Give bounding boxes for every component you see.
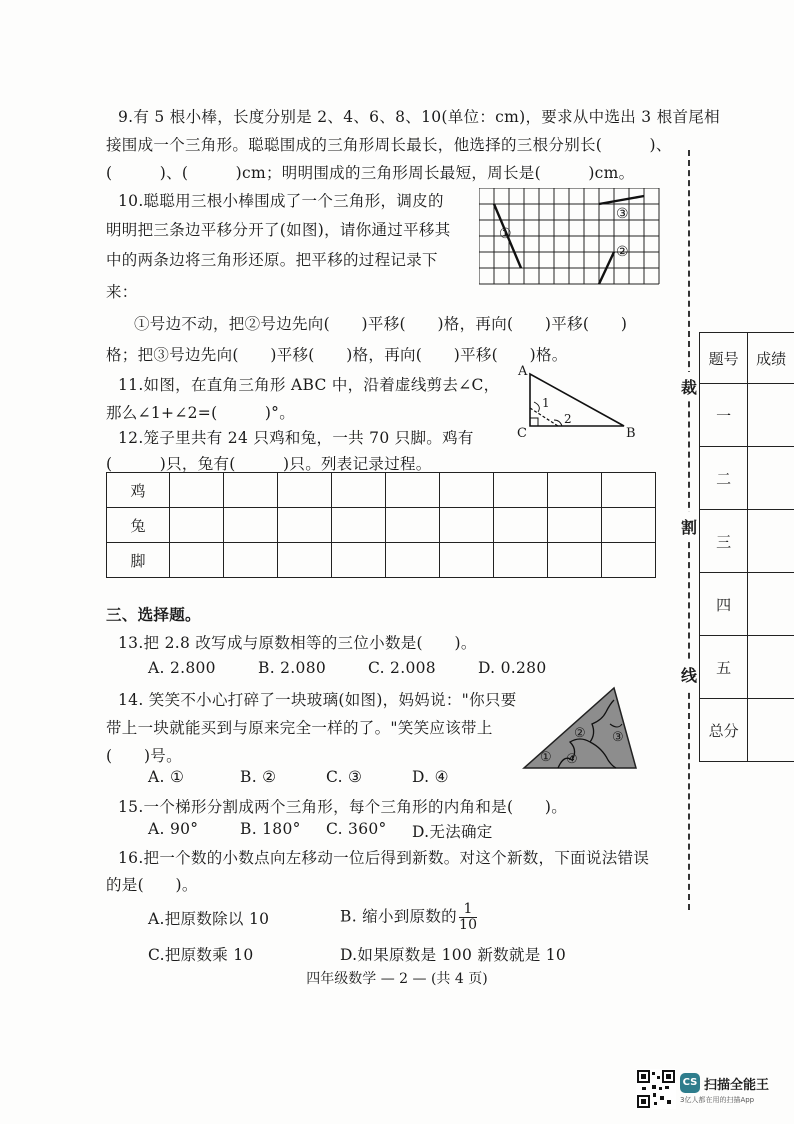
fraction-numerator: 1 (459, 902, 477, 918)
scanner-watermark (680, 1073, 769, 1105)
q16-option-b-text: B. 缩小到原数的 (340, 907, 457, 926)
score-row-label: 四 (700, 573, 748, 636)
section-3-heading: 三、选择题。 (106, 605, 201, 624)
q13-option-c: C. 2.008 (368, 659, 436, 677)
q16-option-d: D.如果原数是 100 新数就是 10 (340, 946, 567, 964)
q11-line1: 11.如图，在直角三角形 ABC 中，沿着虚线剪去∠C， (118, 376, 500, 394)
score-header-grade: 成绩 (748, 333, 794, 384)
q16-line1: 16.把一个数的小数点向左移动一位后得到新数。对这个新数，下面说法错误 (118, 849, 650, 867)
q15-option-a: A. 90° (148, 820, 199, 838)
q16-option-b (340, 902, 477, 933)
q16-option-a: A.把原数除以 10 (148, 910, 270, 928)
score-row-label: 五 (700, 636, 748, 699)
q10-line4: 来： (106, 283, 138, 301)
q10-line3: 中的两条边将三角形还原。把平移的过程记录下 (106, 251, 438, 269)
scanner-app-name: 扫描全能王 (704, 1077, 770, 1093)
fraction-one-tenth (459, 902, 477, 933)
q9-line3: ( )、( )cm；明明围成的三角形周长最短，周长是( )cm。 (106, 164, 635, 182)
broken-glass-figure (518, 684, 638, 774)
chicken-rabbit-table (106, 472, 656, 578)
q12-line1: 12.笼子里共有 24 只鸡和兔，一共 70 只脚。鸡有 (118, 429, 474, 447)
q11-line2: 那么∠1+∠2=( )°。 (106, 404, 296, 422)
table-row (700, 573, 794, 636)
page-footer: 四年级数学 — 2 — (共 4 页) (306, 971, 488, 987)
table-row (700, 447, 794, 510)
segment-label-3: ③ (616, 206, 629, 222)
q14-line1: 14. 笑笑不小心打碎了一块玻璃(如图)，妈妈说："你只要 (118, 691, 517, 709)
q13-option-d: D. 0.280 (478, 659, 547, 677)
q16-line2: 的是( )。 (106, 876, 198, 894)
score-row-label: 一 (700, 384, 748, 447)
row-header-chicken: 鸡 (107, 473, 170, 508)
q14-option-b: B. ② (240, 768, 277, 786)
q15-stem: 15.一个梯形分割成两个三角形，每个三角形的内角和是( )。 (118, 798, 568, 816)
scanner-tagline: 3亿人都在用的扫描App (680, 1096, 755, 1104)
scanner-logo-icon: CS (680, 1073, 700, 1093)
glass-piece-label-4: ④ (566, 752, 578, 767)
row-header-feet: 脚 (107, 543, 170, 578)
table-row (700, 636, 794, 699)
cut-label-3: 线 (678, 660, 700, 689)
q10-line6: 格；把③号边先向( )平移( )格，再向( )平移( )格。 (106, 346, 568, 364)
table-row (700, 333, 794, 384)
qr-code-icon (636, 1069, 676, 1109)
cut-label-2: 割 (678, 512, 700, 541)
segment-label-1: ① (499, 226, 512, 242)
score-row-label: 二 (700, 447, 748, 510)
q11-triangle-figure (512, 364, 644, 444)
glass-piece-label-2: ② (574, 726, 586, 741)
vertex-label-b: B (626, 426, 636, 441)
q15-option-b: B. 180° (240, 820, 301, 838)
table-row (700, 699, 794, 762)
q10-grid-figure (479, 188, 661, 286)
q15-option-d: D.无法确定 (412, 823, 493, 841)
q13-option-a: A. 2.800 (148, 659, 216, 677)
table-row (700, 384, 794, 447)
table-row (700, 510, 794, 573)
table-row (107, 473, 656, 508)
q9-line2: 接围成一个三角形。聪聪围成的三角形周长最长，他选择的三根分别长( )、 (106, 136, 672, 154)
q10-line5: ①号边不动，把②号边先向( )平移( )格，再向( )平移( ) (134, 315, 628, 333)
angle-label-2: 2 (564, 412, 572, 426)
row-header-rabbit: 兔 (107, 508, 170, 543)
glass-piece-label-3: ③ (612, 730, 624, 745)
vertex-label-a: A (518, 364, 528, 379)
score-table (699, 332, 794, 762)
segment-3 (599, 196, 644, 204)
q14-option-a: A. ① (148, 768, 185, 786)
vertex-label-c: C (517, 426, 527, 441)
q16-option-c: C.把原数乘 10 (148, 946, 254, 964)
q10-line2: 明明把三条边平移分开了(如图)，请你通过平移其 (106, 221, 451, 239)
score-header-question: 题号 (700, 333, 748, 384)
q9-line1: 9.有 5 根小棒，长度分别是 2、4、6、8、10(单位：cm)，要求从中选出 3 根首尾相 (118, 108, 720, 126)
q14-option-c: C. ③ (326, 768, 363, 786)
q12-line2: ( )只，兔有( )只。列表记录过程。 (106, 455, 432, 473)
score-row-label: 三 (700, 510, 748, 573)
q14-option-d: D. ④ (412, 768, 449, 786)
q15-option-c: C. 360° (326, 820, 387, 838)
table-row (107, 508, 656, 543)
q10-line1: 10.聪聪用三根小棒围成了一个三角形，调皮的 (118, 192, 444, 210)
cut-label-1: 裁 (678, 372, 700, 401)
segment-label-2: ② (616, 244, 629, 260)
score-row-label: 总分 (700, 699, 748, 762)
q14-line2: 带上一块就能买到与原来完全一样的了。"笑笑应该带上 (106, 719, 493, 737)
q13-option-b: B. 2.080 (258, 659, 327, 677)
q14-line3: ( )号。 (106, 747, 182, 765)
fraction-denominator: 10 (458, 917, 478, 933)
glass-piece-label-1: ① (540, 750, 552, 765)
table-row (107, 543, 656, 578)
angle-label-1: 1 (542, 396, 550, 410)
q13-stem: 13.把 2.8 改写成与原数相等的三位小数是( )。 (118, 634, 477, 652)
